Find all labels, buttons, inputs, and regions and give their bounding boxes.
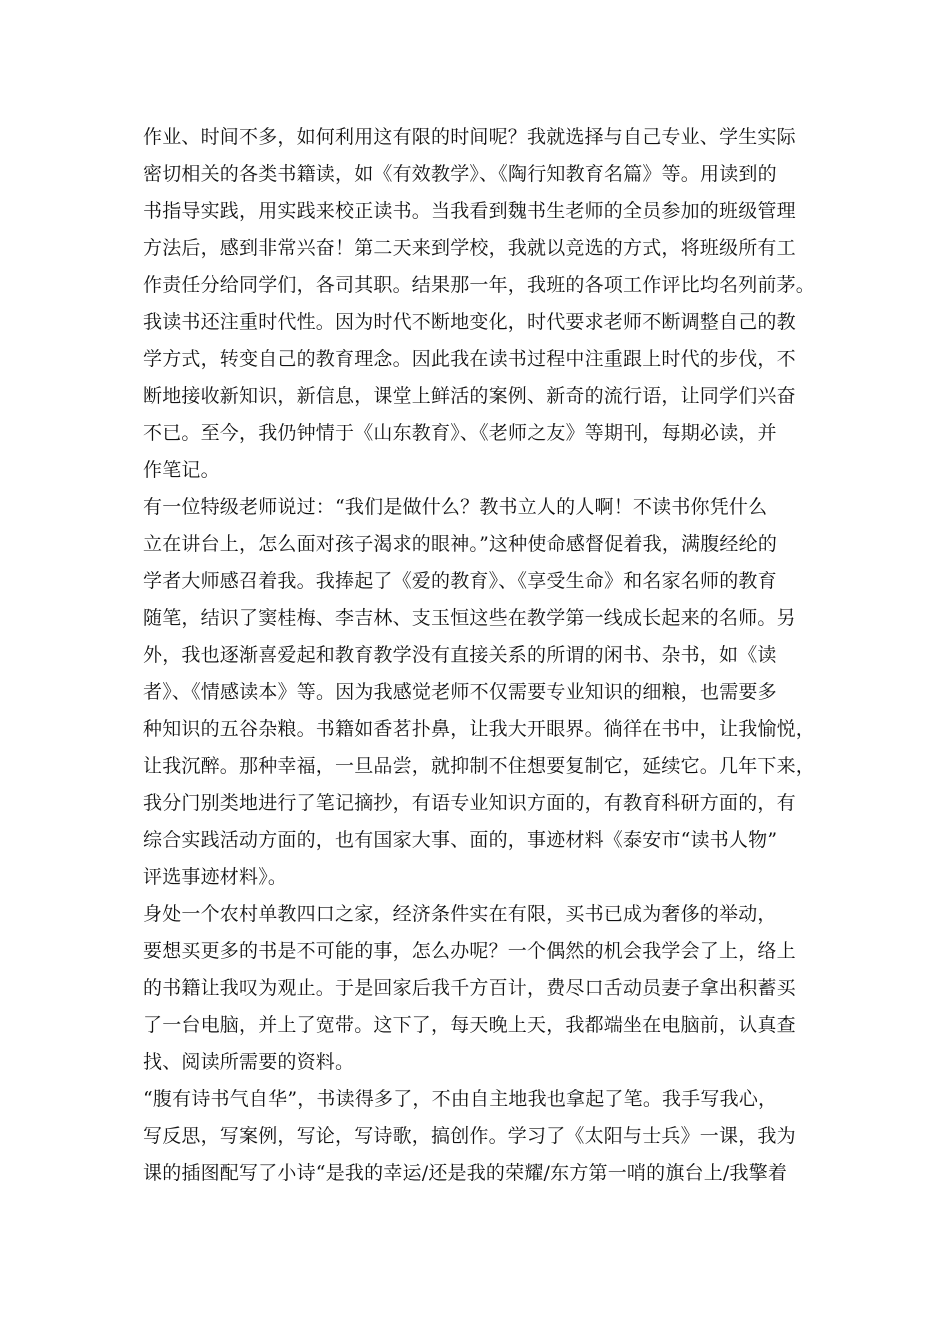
text-line: 随笔，结识了窦桂梅、李吉林、支玉恒这些在教学第一线成长起来的名师。另 bbox=[143, 607, 796, 629]
text-line: “腹有诗书气自华”，书读得多了，不由自主地我也拿起了笔。我手写我心， bbox=[143, 1088, 778, 1110]
text-line: 评选事迹材料》。 bbox=[143, 866, 288, 888]
text-line: 不已。至今，我仍钟情于《山东教育》、《老师之友》等期刊，每期必读，并 bbox=[143, 422, 777, 444]
text-line: 作笔记。 bbox=[143, 459, 220, 481]
text-line: 了一台电脑，并上了宽带。这下了，每天晚上天，我都端坐在电脑前，认真查 bbox=[143, 1014, 796, 1036]
text-line: 种知识的五谷杂粮。书籍如香茗扑鼻，让我大开眼界。徜徉在书中，让我愉悦， bbox=[143, 718, 816, 740]
text-line: 断地接收新知识，新信息，课堂上鲜活的案例、新奇的流行语，让同学们兴奋 bbox=[143, 385, 796, 407]
text-line: 作责任分给同学们，各司其职。结果那一年，我班的各项工作评比均名列前茅。 bbox=[143, 274, 816, 296]
text-line: 立在讲台上，怎么面对孩子渴求的眼神。”这种使命感督促着我，满腹经纶的 bbox=[143, 533, 778, 555]
text-line: 让我沉醉。那种幸福，一旦品尝，就抑制不住想要复制它，延续它。几年下来， bbox=[143, 755, 816, 777]
text-line: 学者大师感召着我。我捧起了《爱的教育》、《享受生命》和名家名师的教育 bbox=[143, 570, 777, 592]
text-line: 的书籍让我叹为观止。于是回家后我千方百计，费尽口舌动员妻子拿出积蓄买 bbox=[143, 977, 796, 999]
text-line: 我读书还注重时代性。因为时代不断地变化，时代要求老师不断调整自己的教 bbox=[143, 311, 796, 333]
text-line: 找、阅读所需要的资料。 bbox=[143, 1051, 355, 1073]
text-line: 写反思，写案例，写论，写诗歌，搞创作。学习了《太阳与士兵》一课，我为 bbox=[143, 1125, 796, 1147]
text-line: 我分门别类地进行了笔记摘抄，有语专业知识方面的，有教育科研方面的，有 bbox=[143, 792, 796, 814]
text-line: 者》、《情感读本》等。因为我感觉老师不仅需要专业知识的细粮，也需要多 bbox=[143, 681, 777, 703]
text-line: 有一位特级老师说过：“我们是做什么？教书立人的人啊！不读书你凭什么 bbox=[143, 496, 768, 518]
text-line: 作业、时间不多，如何利用这有限的时间呢？我就选择与自己专业、学生实际 bbox=[143, 126, 796, 148]
text-line: 学方式，转变自己的教育理念。因此我在读书过程中注重跟上时代的步伐，不 bbox=[143, 348, 796, 370]
text-line: 身处一个农村单教四口之家，经济条件实在有限，买书已成为奢侈的举动， bbox=[143, 903, 777, 925]
text-line: 书指导实践，用实践来校正读书。当我看到魏书生老师的全员参加的班级管理 bbox=[143, 200, 796, 222]
text-line: 综合实践活动方面的，也有国家大事、面的，事迹材料《泰安市“读书人物” bbox=[143, 829, 778, 851]
text-line: 课的插图配写了小诗“是我的幸运/还是我的荣耀/东方第一哨的旗台上/我擎着 bbox=[143, 1162, 788, 1184]
text-line: 要想买更多的书是不可能的事，怎么办呢？一个偶然的机会我学会了上，络上 bbox=[143, 940, 796, 962]
text-line: 密切相关的各类书籍读，如《有效教学》、《陶行知教育名篇》等。用读到的 bbox=[143, 163, 777, 185]
text-line: 方法后，感到非常兴奋！第二天来到学校，我就以竞选的方式，将班级所有工 bbox=[143, 237, 796, 259]
text-line: 外，我也逐渐喜爱起和教育教学没有直接关系的所谓的闲书、杂书，如《读 bbox=[143, 644, 777, 666]
